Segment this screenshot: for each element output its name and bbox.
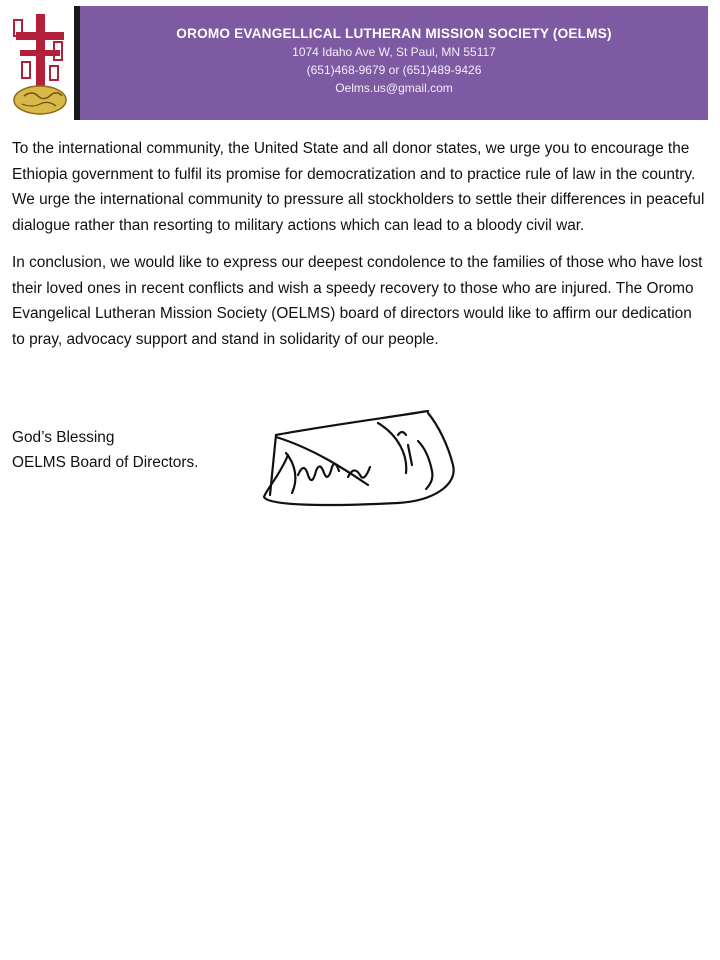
logo [8,6,80,120]
handwritten-signature-icon [258,405,468,515]
body-paragraph: To the international community, the United State and all donor states, we urge you to encourage the Ethiopia government to fulfil its promise for democratization and to practice rule of law in the country. We urge the international community to pressure all stockholders to settle their differences in peaceful dialogue rather than resorting to military actions which can lead to a bloody civil war. [12,140,705,234]
organization-email: Oelms.us@gmail.com [335,81,453,95]
letter-closing [12,425,198,475]
letter-body [12,136,706,364]
letterhead-banner [8,6,708,120]
body-paragraph: In conclusion, we would like to express our deepest condolence to the families of those who have lost their loved ones in recent conflicts and wish a speedy recovery to those who are injured. The Oromo Evangelical Lutheran Mission Society (OELMS) board of directors would like to affirm our dedication to pray, advocacy support and stand in solidarity of our people. [12,254,703,348]
closing-blessing: God’s Blessing [12,429,115,446]
closing-signatory: OELMS Board of Directors. [12,454,199,471]
organization-info [80,6,708,95]
organization-phone: (651)468-9679 or (651)489-9426 [306,63,482,77]
organization-name: OROMO EVANGELLICAL LUTHERAN MISSION SOCIETY (OELMS) [176,26,612,41]
cross-globe-logo-icon [10,10,70,116]
organization-address: 1074 Idaho Ave W, St Paul, MN 55117 [292,45,496,59]
